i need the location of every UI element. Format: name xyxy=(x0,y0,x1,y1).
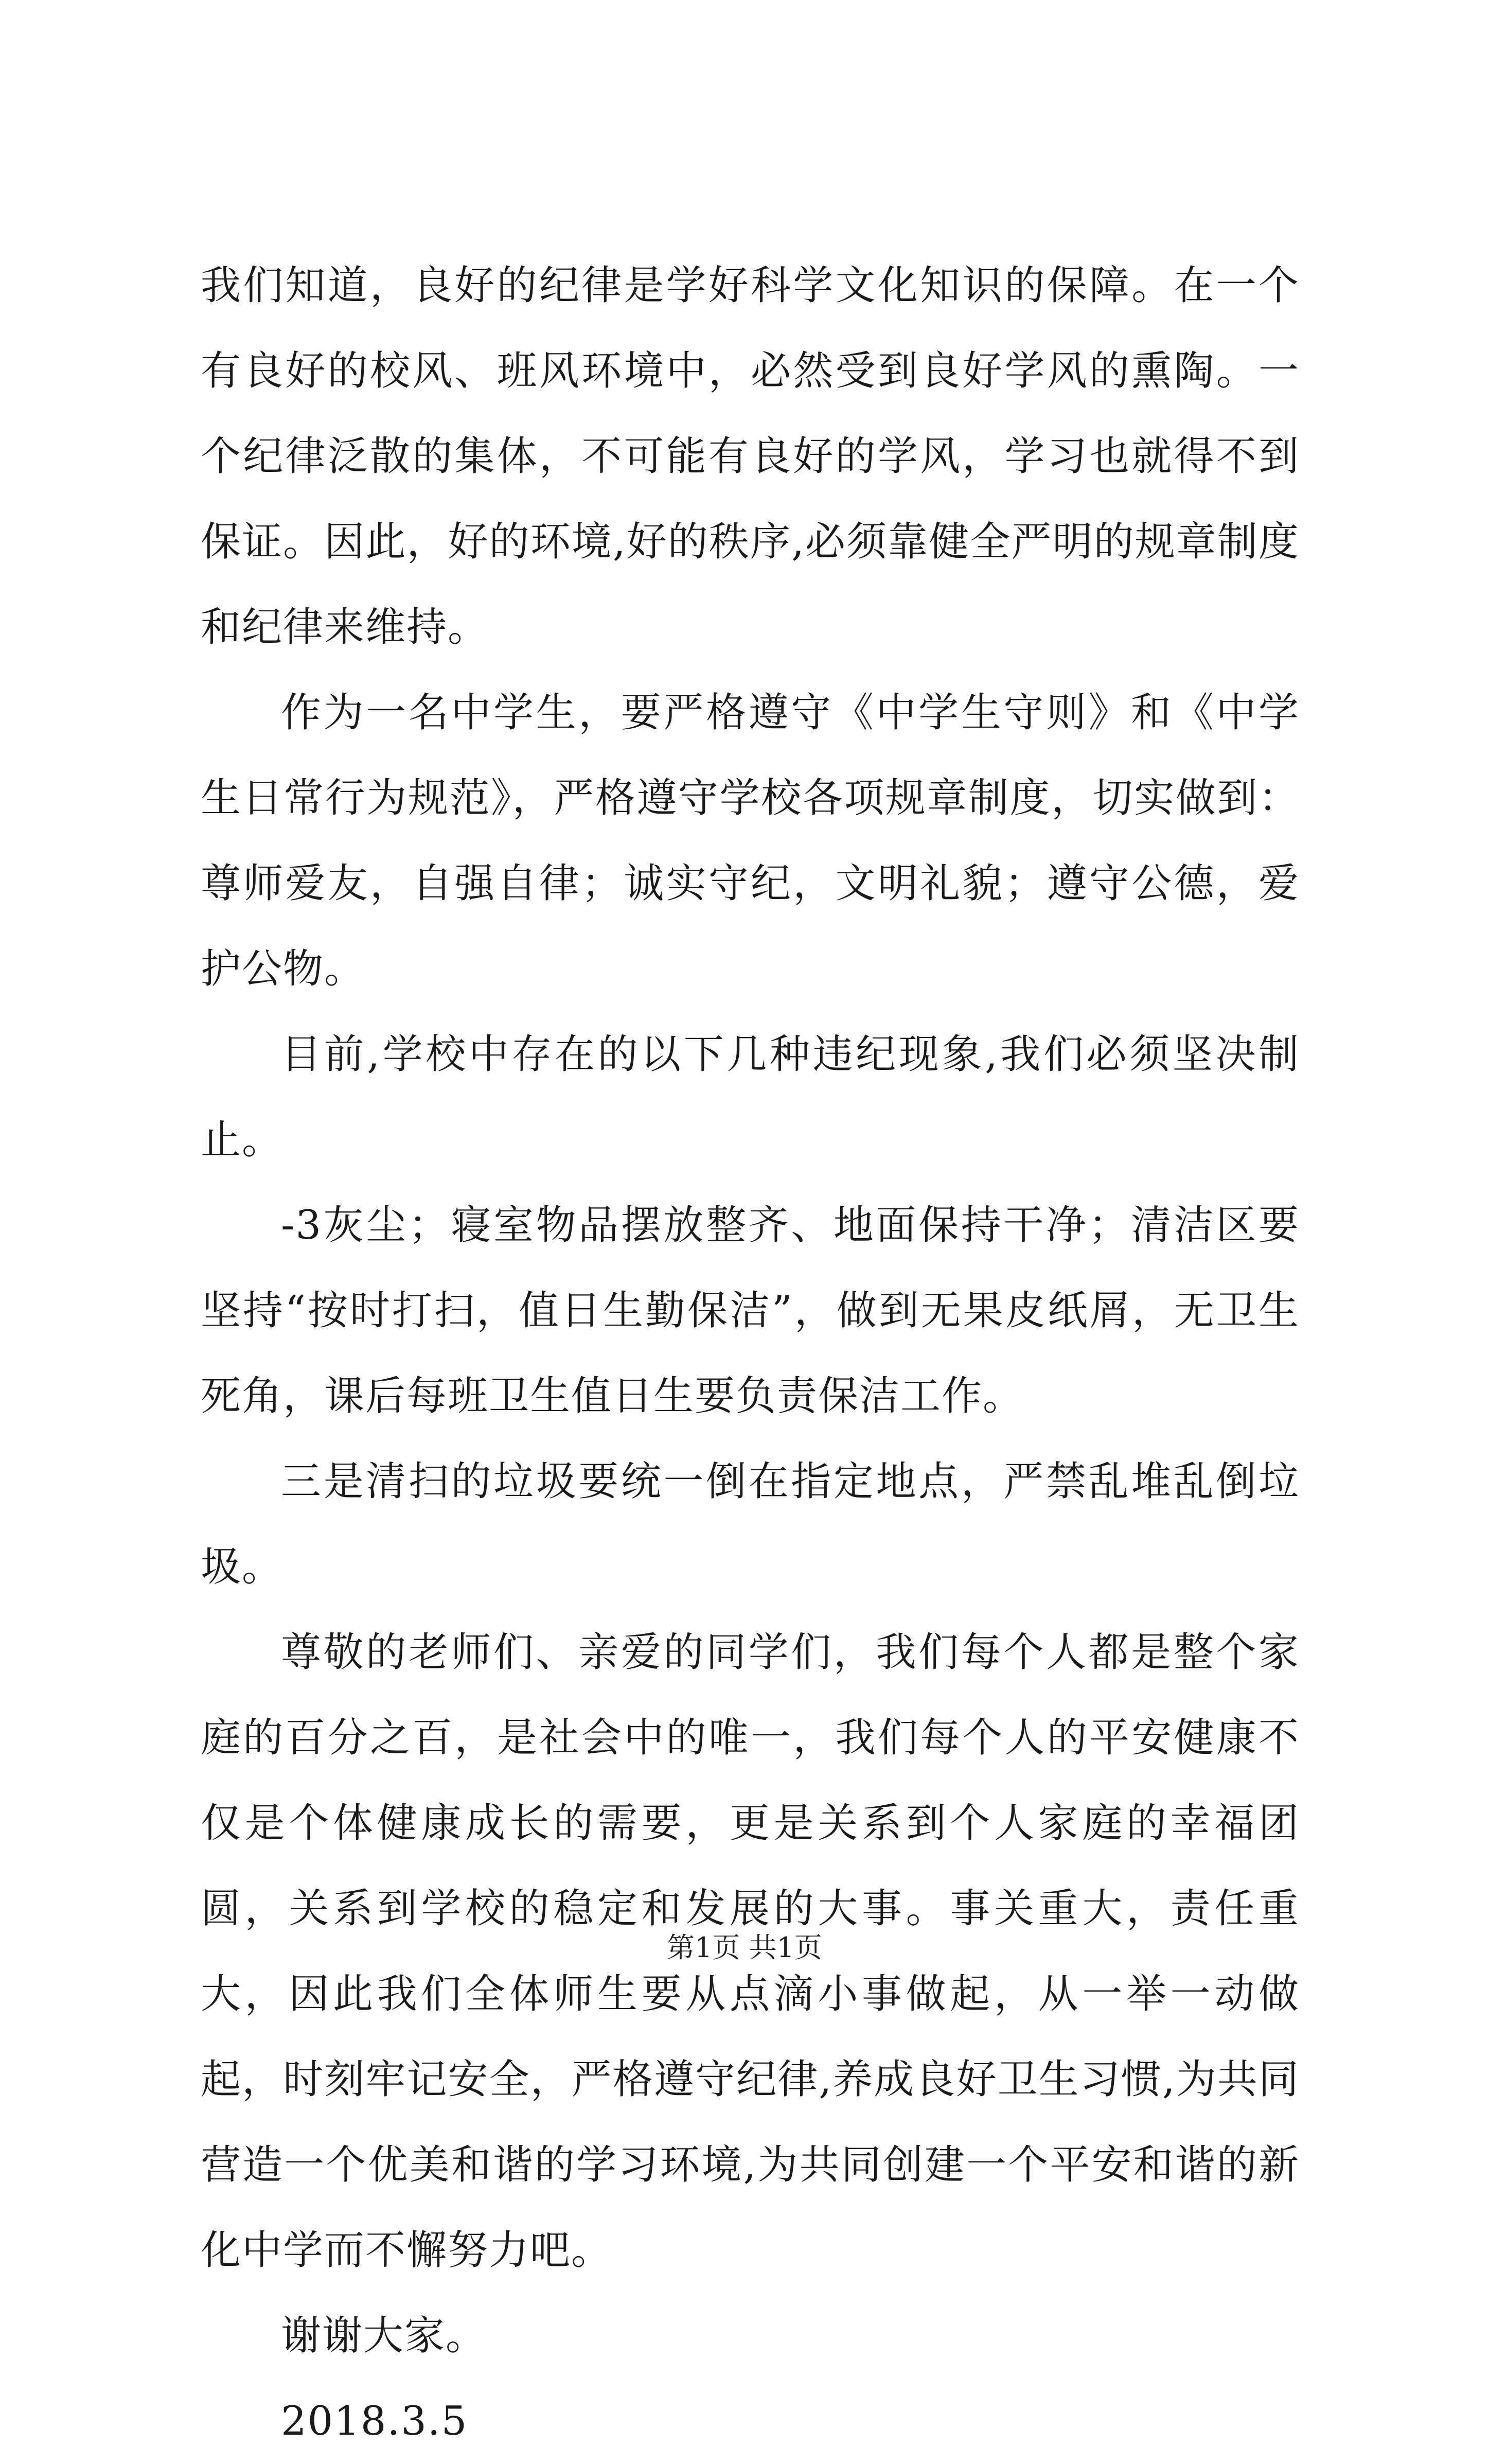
paragraph-closing-appeal: 尊敬的老师们、亲爱的同学们，我们每个人都是整个家庭的百分之百，是社会中的唯一，我们每个人的平安健康不仅是个体健康成长的需要，更是关系到个人家庭的幸福团圆，关系到学校的稳定和发展的大事。事关重大，责任重大，因此我们全体师生要从点滴小事做起，从一举一动做起，时刻牢记安全，严格遵守纪律,养成良好卫生习惯,为共同营造一个优美和谐的学习环境,为共同创建一个平安和谐的新化中学而不懈努力吧。 xyxy=(201,1629,1300,2274)
document-body xyxy=(201,243,1300,2464)
paragraph-garbage-rule: 三是清扫的垃圾要统一倒在指定地点，严禁乱堆乱倒垃圾。 xyxy=(201,1458,1300,1590)
paragraph-date: 2018.3.5 xyxy=(281,2398,468,2444)
paragraph-current-violations: 目前,学校中存在的以下几种违纪现象,我们必须坚决制止。 xyxy=(201,1031,1300,1163)
paragraph-cleaning-duties: -3灰尘；寝室物品摆放整齐、地面保持干净；清洁区要坚持“按时打扫，值日生勤保洁”，做到无果皮纸屑，无卫生死角，课后每班卫生值日生要负责保洁工作。 xyxy=(201,1202,1300,1419)
paragraph-discipline-importance: 我们知道，良好的纪律是学好科学文化知识的保障。在一个有良好的校风、班风环境中，必然受到良好学风的熏陶。一个纪律泛散的集体，不可能有良好的学风，学习也就得不到保证。因此，好的环境,好的秩序,必须靠健全严明的规章制度和纪律来维持。 xyxy=(201,262,1300,650)
paragraph-student-rules: 作为一名中学生，要严格遵守《中学生守则》和《中学生日常行为规范》，严格遵守学校各项规章制度，切实做到：尊师爱友，自强自律；诚实守纪，文明礼貌；遵守公德，爱护公物。 xyxy=(201,690,1300,992)
paragraph-thanks: 谢谢大家。 xyxy=(281,2313,487,2359)
page-footer: 第1页 共1页 xyxy=(667,1931,822,1964)
